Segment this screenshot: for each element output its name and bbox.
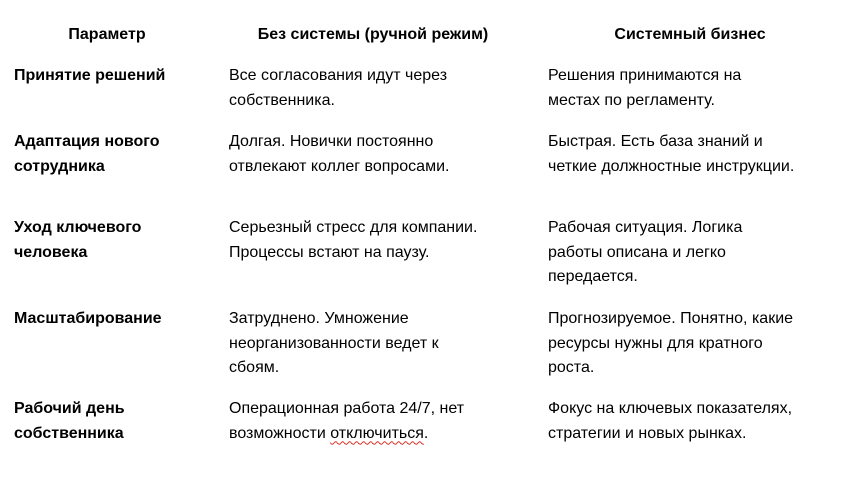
spellcheck-word[interactable]: отключиться (330, 424, 424, 442)
system-cell (548, 64, 843, 113)
system-cell (548, 307, 843, 381)
system-text: Рабочая ситуация. Логика (548, 219, 743, 236)
param-cell (14, 64, 214, 89)
manual-text: Операционная работа 24/7, нет (229, 400, 465, 417)
manual-text: Процессы встают на паузу. (229, 243, 430, 261)
header-manual-mode: Без системы (ручной режим) (257, 26, 489, 43)
manual-cell (229, 64, 529, 113)
manual-text: Все согласования идут через (229, 67, 448, 84)
manual-text: собственника. (229, 91, 335, 109)
header-system-business: Системный бизнес (614, 26, 766, 43)
param-text: Адаптация нового (14, 133, 160, 150)
manual-text-part: возможности (229, 424, 331, 442)
system-text: Решения принимаются на (548, 67, 742, 84)
param-text: Принятие решений (14, 67, 166, 84)
param-cell (14, 130, 214, 179)
system-text: роста. (548, 359, 595, 376)
manual-text-line (229, 422, 529, 447)
system-cell (548, 130, 843, 179)
system-cell (548, 397, 843, 446)
param-text: Рабочий день (14, 400, 125, 417)
system-text: работы описана и легко (548, 243, 726, 261)
param-text: человека (14, 243, 88, 261)
header-param: Параметр (68, 26, 146, 43)
manual-text: Затруднено. Умножение (229, 310, 409, 327)
system-text: стратегии и новых рынках. (548, 424, 747, 442)
manual-cell (229, 216, 529, 265)
manual-text: неорганизованности ведет к (229, 334, 439, 352)
system-text: Прогнозируемое. Понятно, какие (548, 310, 794, 327)
system-text: Быстрая. Есть база знаний и (548, 133, 763, 150)
manual-cell (229, 307, 529, 381)
system-cell (548, 216, 843, 290)
param-text: сотрудника (14, 157, 105, 175)
param-cell (14, 216, 214, 265)
system-text: местах по регламенту. (548, 91, 715, 109)
param-cell (14, 397, 214, 446)
manual-text: отвлекают коллег вопросами. (229, 157, 450, 175)
manual-text: сбоям. (229, 359, 280, 376)
manual-cell (229, 130, 529, 179)
table-header-row (0, 23, 847, 47)
manual-cell (229, 397, 529, 446)
manual-text: Серьезный стресс для компании. (229, 219, 478, 236)
param-text: Уход ключевого (14, 219, 142, 236)
param-text: собственника (14, 424, 124, 442)
manual-text-part: . (423, 424, 429, 442)
system-text: передается. (548, 268, 638, 285)
param-cell (14, 307, 214, 332)
system-text: ресурсы нужны для кратного (548, 334, 763, 352)
param-text: Масштабирование (14, 310, 162, 327)
system-text: четкие должностные инструкции. (548, 157, 795, 175)
system-text: Фокус на ключевых показателях, (548, 400, 793, 417)
manual-text: Долгая. Новички постоянно (229, 133, 434, 150)
